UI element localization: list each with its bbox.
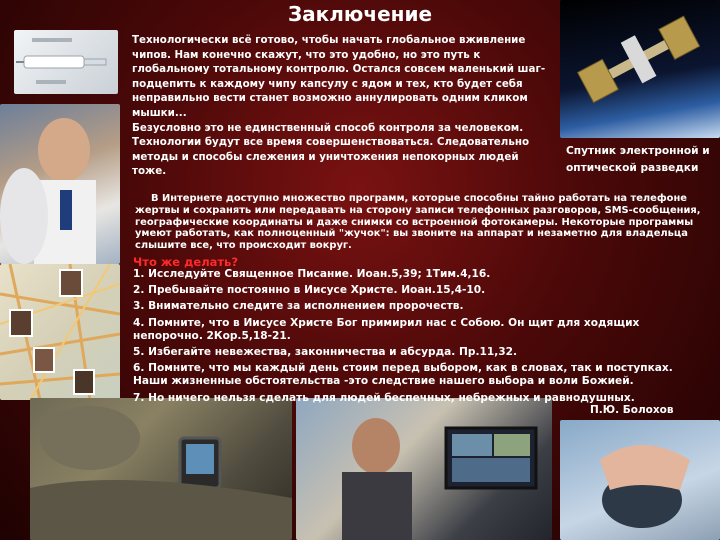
list-item: 6. Помните, что мы каждый день стоим перед выбором, как в словах, так и поступках. Наши жизненные обстоятельства -это следствие нашего выбора и воли Божией.: [133, 362, 673, 388]
tracking-map-photo: [0, 264, 120, 400]
intro-paragraph-1: Технологически всё готово, чтобы начать глобальное вживление чипов. Нам конечно скажут, что это удобно, но это путь к глобальному тотальному контролю. Остался совсем маленький шаг- подцепить к каждому чипу капсулу с ядом и тех, кто будет себя неправильно вести станет возможно аннулировать одним кликом мышки...: [132, 34, 546, 119]
satellite-photo: [560, 0, 720, 138]
list-item: 4. Помните, что в Иисусе Христе Бог примирил нас с Собою. Он щит для ходящих непорочно. 2Кор.5,18-21.: [133, 316, 640, 342]
list-item: 2. Пребывайте постоянно в Иисусе Христе. Иоан.15,4-10.: [133, 284, 486, 297]
what-to-do-heading: Что же делать?: [133, 255, 238, 269]
slide-title: Заключение: [287, 2, 433, 26]
satellite-caption: Спутник электронной и оптической разведки: [566, 145, 710, 174]
doctor-injection-photo: [0, 104, 120, 264]
list-item: 1. Исследуйте Священное Писание. Иоан.5,39; 1Тим.4,16.: [133, 268, 491, 280]
soldier-device-photo: [30, 398, 292, 540]
list-item: 3. Внимательно следите за исполнением пророчеств.: [133, 300, 464, 313]
intro-text: [132, 33, 552, 179]
syringe-chip-photo: [14, 30, 118, 94]
surveillance-operator-photo: [296, 398, 552, 540]
list-item: 5. Избегайте невежества, законничества и абсурда. Пр.11,32.: [133, 346, 518, 359]
hand-on-mouse-photo: [560, 420, 720, 540]
steps-list: [133, 268, 708, 408]
spyware-paragraph: В Интернете доступно множество программ, которые способны тайно работать на телефоне жертвы и сохранять или передавать на сторону записи телефонных разговоров, SMS-сообщения, географические координаты и даже снимки со встроенной фотокамеры. Некоторые программы умеют работать, как полноценный "жучок": вы звоните на аппарат и незаметно для владельца слышите все, что происходит вокруг.: [135, 193, 701, 252]
author-signature: П.Ю. Болохов: [590, 404, 674, 416]
intro-paragraph-2: Безусловно это не единственный способ контроля за человеком. Технологии будут все время совершенствоваться. Следовательно методы и способы слежения и уничтожения непокорных людей тоже.: [132, 121, 530, 178]
list-item: 7. Но ничего нельзя сделать для людей беспечных, небрежных и равнодушных.: [133, 391, 635, 404]
